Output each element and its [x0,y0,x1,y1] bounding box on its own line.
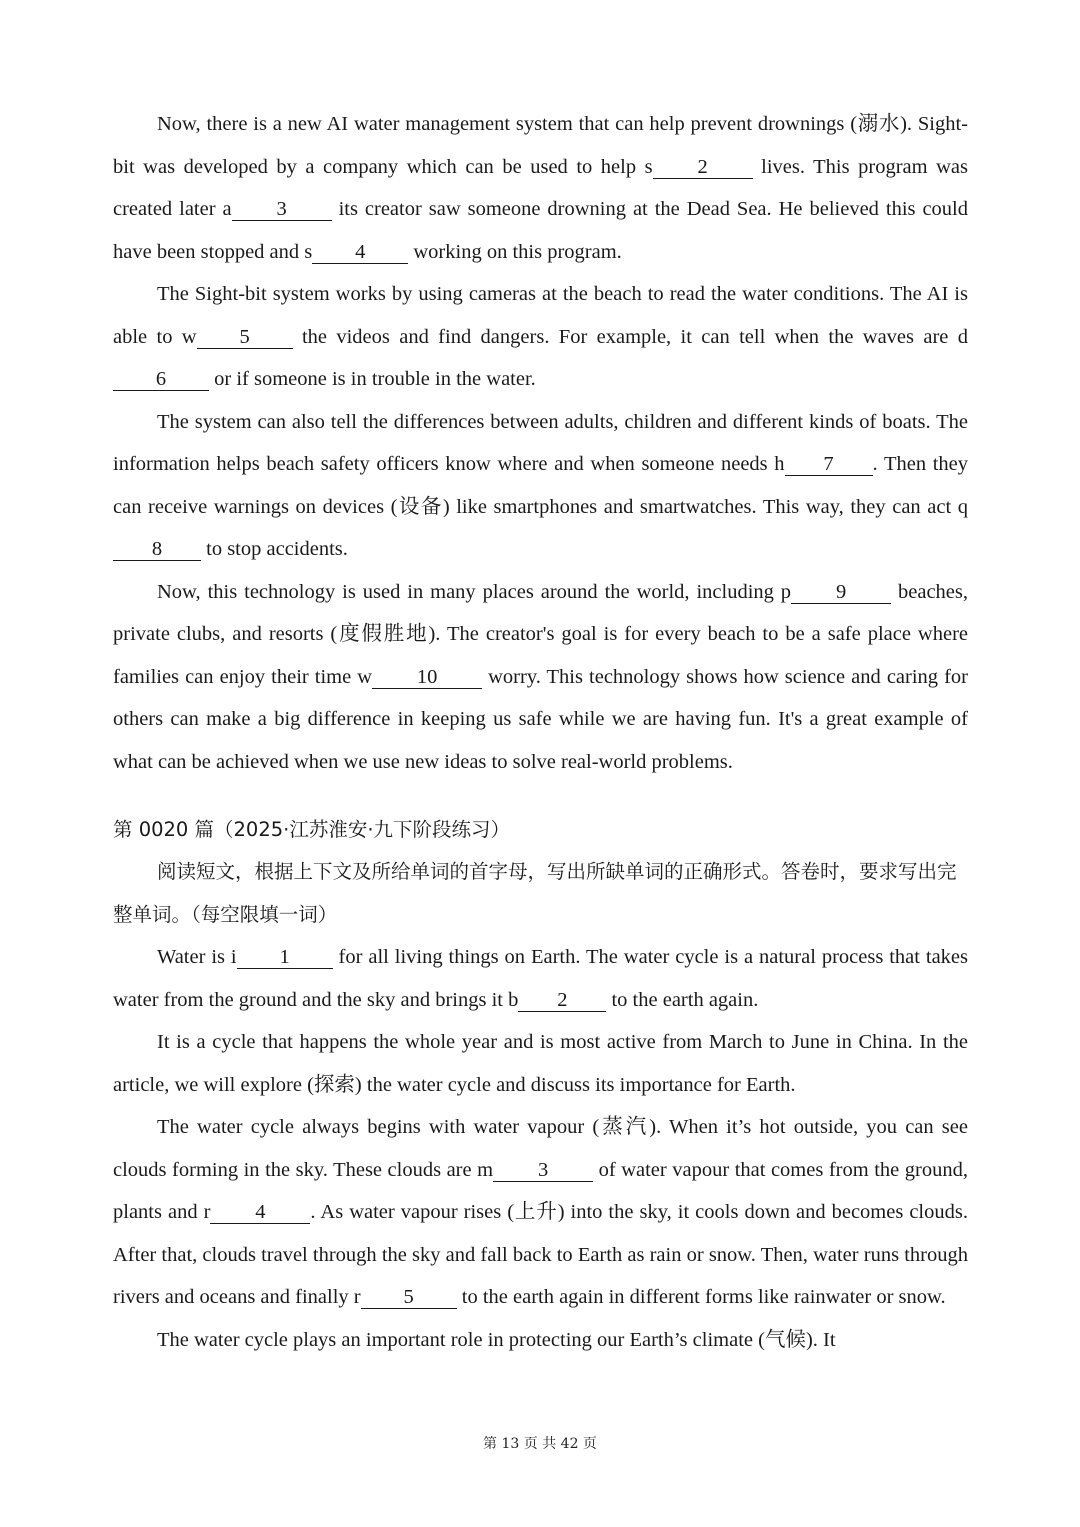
text-segment: or if someone is in trouble in the water. [209,368,536,390]
text-segment: to the earth again in different forms like rainwater or snow. [456,1286,946,1308]
text-segment: Now, there is a new AI water management system that can help prevent drownings (溺水). Sight-bit was developed by a company which can be used to help s [113,113,968,178]
passage1-paragraph-2 [113,273,968,401]
document-page [113,103,968,1361]
blank-1: 1 [237,946,333,969]
passage1-paragraph-4 [113,571,968,784]
blank-3: 3 [232,198,332,221]
passage2-paragraph-3 [113,1106,968,1319]
text-segment: . As water vapour rises (上升) into the sky, it cools down and becomes clouds. After that, clouds travel through the sky and fall back to Earth as rain or snow. Then, water runs through rivers and oceans and finally r [113,1201,968,1308]
blank-10: 10 [372,666,482,689]
text-segment: . Then they can receive warnings on devices (设备) like smartphones and smartwatches. This way, they can act q [113,453,969,518]
blank-5: 5 [197,326,293,349]
text-segment: beaches, private clubs, and resorts (度假胜地). The creator's goal is for every beach to be a safe place where families can enjoy their time w [113,580,968,688]
passage2-paragraph-2: It is a cycle that happens the whole year and is most active from March to June in China. In the article, we will explore (探索) the water cycle and discuss its importance for Earth. [113,1031,968,1096]
passage2-heading: 第 0020 篇（2025·江苏淮安·九下阶段练习） [113,818,511,841]
blank-4: 4 [210,1201,310,1224]
text-segment: The system can also tell the differences between adults, children and different kinds of boats. The information helps beach safety officers know where and when someone needs h [113,410,968,475]
blank-5: 5 [361,1286,457,1309]
text-segment: Water is i [157,946,237,968]
text-segment: Now, this technology is used in many places around the world, including p [157,580,792,603]
passage2-paragraph-4: The water cycle plays an important role in protecting our Earth’s climate (气候). It [157,1328,836,1351]
text-segment: for all living things on Earth. The water cycle is a natural process that takes water from the ground and the sky and brings it b [113,946,968,1011]
text-segment: The Sight-bit system works by using cameras at the beach to read the water conditions. The AI is able to w [113,283,968,348]
blank-7: 7 [785,453,873,476]
passage1-paragraph-3 [113,401,968,571]
blank-8: 8 [113,538,201,561]
text-segment: the videos and find dangers. For example, it can tell when the waves are d [292,325,968,348]
passage2-instruction: 阅读短文，根据上下文及所给单词的首字母，写出所缺单词的正确形式。答卷时，要求写出完整单词。（每空限填一词） [113,860,957,926]
text-segment: lives. This program was created later a [113,155,968,220]
blank-3: 3 [493,1159,593,1182]
blank-2: 2 [518,989,606,1012]
text-segment: working on this program. [408,240,622,263]
passage1-paragraph-1 [113,103,968,273]
blank-2: 2 [653,156,753,179]
blank-6: 6 [113,368,209,391]
blank-9: 9 [791,581,891,604]
page-footer: 第 13 页 共 42 页 [483,1436,597,1452]
text-segment: to the earth again. [606,988,759,1011]
text-segment: The water cycle always begins with water vapour (蒸汽). When it’s hot outside, you can see clouds forming in the sky. These clouds are m [113,1116,968,1181]
text-segment: of water vapour that comes from the ground, plants and r [113,1158,968,1223]
text-segment: to stop accidents. [201,538,348,560]
blank-4: 4 [312,241,408,264]
text-segment: worry. This technology shows how science and caring for others can make a big difference in keeping us safe while we are having fun. It's a great example of what can be achieved when we use new ideas to solve real-world problems. [113,665,968,773]
passage2-paragraph-1 [113,936,968,1021]
text-segment: its creator saw someone drowning at the Dead Sea. He believed this could have been stopped and s [113,198,968,263]
